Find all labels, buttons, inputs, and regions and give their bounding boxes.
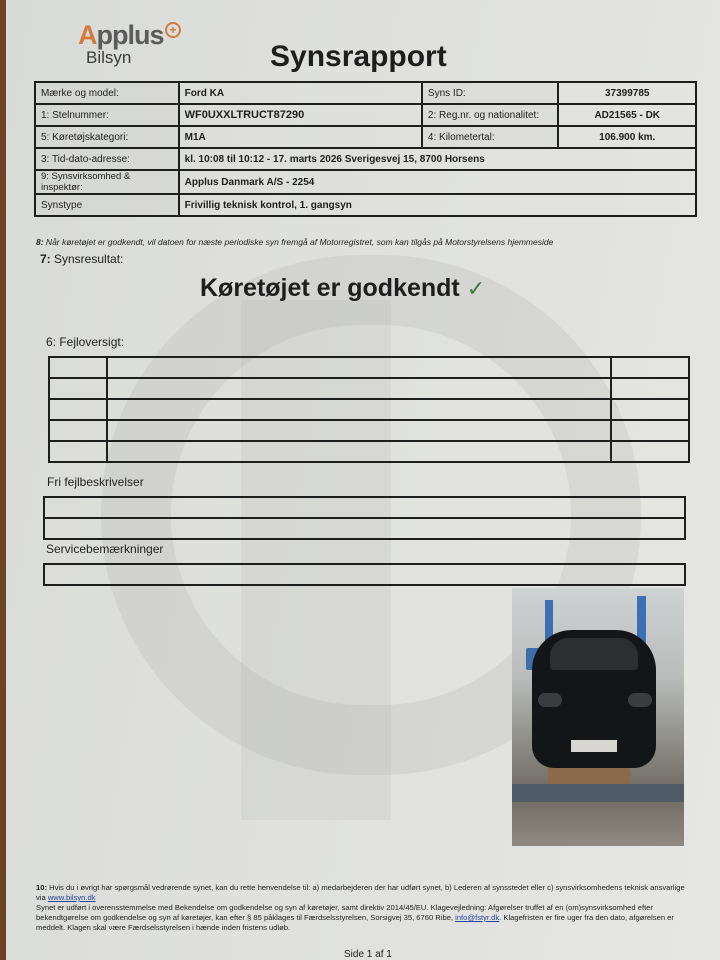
time-label: 3: Tid-dato-adresse: [35,148,179,170]
fault-code-cell [49,399,107,420]
inspection-ramp [512,784,684,802]
fault-code-cell [49,441,107,462]
fault-grade-cell [611,399,689,420]
syns-id-label: Syns ID: [422,82,559,104]
footer-paragraph-complaint [36,903,686,933]
fault-desc-cell [107,378,611,399]
logo-subtitle: Bilsyn [86,48,132,67]
table-row [49,399,689,420]
fault-desc-cell [107,420,611,441]
inspector-value: Applus Danmark A/S - 2254 [179,170,696,194]
page-number: Side 1 af 1 [344,949,392,960]
category-label: 5: Køretøjskategori: [35,126,179,148]
plus-circle-icon: + [165,22,181,38]
km-value: 106.900 km. [558,126,696,148]
license-plate [571,740,617,752]
fault-grade-cell [611,441,689,462]
fault-grade-cell [611,420,689,441]
car-windshield [550,638,638,670]
fault-grade-cell [611,378,689,399]
fstyr-email-link[interactable]: info@fstyr.dk [455,913,500,922]
bilsyn-link[interactable]: www.bilsyn.dk [47,893,96,902]
fault-desc-cell [107,399,611,420]
headlight-right [628,693,652,707]
document-page [6,0,720,960]
logo-brand-text: pplus [96,20,164,50]
syns-id-value: 37399785 [558,82,696,104]
table-row [49,378,689,399]
footer-paragraph-10 [36,883,686,903]
reg-value: AD21565 - DK [558,104,696,126]
table-row [35,104,696,126]
fault-code-cell [49,378,107,399]
table-row [35,148,696,170]
time-value: kl. 10:08 til 10:12 - 17. marts 2026 Sverigesvej 15, 8700 Horsens [179,148,696,170]
free-description-line-2 [43,517,686,540]
inspector-label: 9: Synsvirksomhed & inspektør: [35,170,179,194]
type-value: Frivillig teknisk kontrol, 1. gangsyn [179,194,696,216]
applus-logo [78,22,181,68]
table-row [35,126,696,148]
wooden-boards [548,766,630,784]
fault-grade-cell [611,357,689,378]
table-row [35,82,696,104]
page-title: Synsrapport [270,40,447,73]
table-row [49,441,689,462]
result-text [200,274,485,303]
vehicle-info-table [34,81,697,217]
faults-table [48,356,690,463]
note-8 [36,237,553,247]
vin-label: 1: Stelnummer: [35,104,179,126]
fault-code-cell [49,420,107,441]
footer-notes [36,883,686,933]
make-model-value: Ford KA [179,82,422,104]
make-model-label: Mærke og model: [35,82,179,104]
service-remarks-label: Servicebemærkninger [46,542,164,556]
headlight-left [538,693,562,707]
note-8-text: Når køretøjet er godkendt, vil datoen for næste periodiske syn fremgå af Motorregistret, som kan tilgås på Motorstyrelsens hjemmeside [43,237,554,247]
category-value: M1A [179,126,422,148]
result-status: Køretøjet er godkendt [200,274,460,302]
footer-note-number: 10: [36,883,47,892]
footer-note-text: Hvis du i øvrigt har spørgsmål vedrørende synet, kan du rette henvendelse til: a) medarbejderen der har udført synet, b) Lederen af synsstedet eller c) synsvirksomhedens teknisk ansvarlige via [36,883,685,902]
service-remarks-line [43,563,686,586]
checkmark-icon: ✓ [466,276,486,301]
result-label-number: 7: [40,252,51,266]
type-label: Synstype [35,194,179,216]
vin-value: WF0UXXLTRUCT87290 [179,104,422,126]
reg-label: 2: Reg.nr. og nationalitet: [422,104,559,126]
table-row [49,357,689,378]
free-descriptions-label: Fri fejlbeskrivelser [47,475,144,489]
free-description-line-1 [43,496,686,519]
km-label: 4: Kilometertal: [422,126,559,148]
complaint-text: Synet er udført i overensstemmelse med Bekendelse om godkendelse og syn af køretøjer, samt direktiv 2014/45/EU. Klagevejledning: Afgørelser truffet af en (om)synsvirksomhed efter bekendtgørelse om godkendelse og syn af køretøjer, kan efter § 85 påklages til Færdselsstyrelsen, Sorsigvej 35, 6760 Ribe, [36,903,653,922]
fault-code-cell [49,357,107,378]
table-row [35,194,696,216]
complaint-text-rest: . Klagefristen er fire uger fra den dato, afgørelsen er meddelt. Klagen skal være Færdselsstyrelsen i hænde inden fristens udløb. [36,913,674,932]
vehicle-photo [512,588,684,846]
fault-desc-cell [107,357,611,378]
note-8-number: 8: [36,237,44,247]
result-label-text: Synsresultat: [50,252,124,266]
result-label [40,252,123,266]
table-row [49,420,689,441]
logo-accent-letter: A [78,20,97,50]
faults-label: 6: Fejloversigt: [46,335,125,349]
table-row [35,170,696,194]
fault-desc-cell [107,441,611,462]
